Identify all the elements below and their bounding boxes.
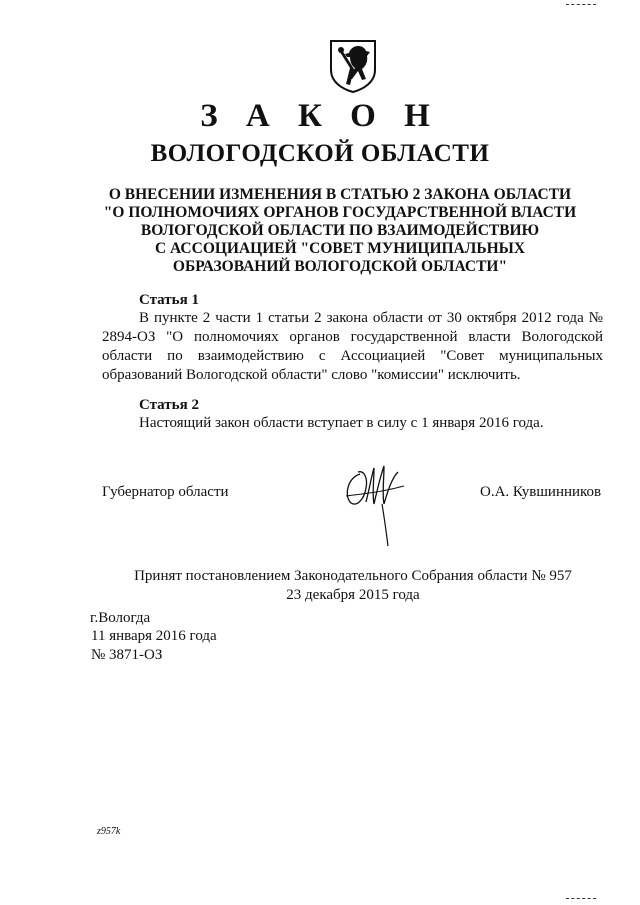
adoption-date: 23 декабря 2015 года: [286, 587, 420, 603]
article-2-heading: Статья 2: [139, 397, 199, 413]
adoption-note: [0, 567, 640, 605]
scan-mark-top: [566, 4, 596, 6]
subject-line: ОБРАЗОВАНИЙ ВОЛОГОДСКОЙ ОБЛАСТИ": [172, 258, 508, 275]
subject-line: ВОЛОГОДСКОЙ ОБЛАСТИ ПО ВЗАИМОДЕЙСТВИЮ: [140, 222, 540, 239]
article-2-text: Настоящий закон области вступает в силу с 1 января 2016 года.: [139, 415, 544, 431]
subject-line: "О ПОЛНОМОЧИЯХ ОРГАНОВ ГОСУДАРСТВЕННОЙ ВЛАСТИ: [103, 204, 577, 221]
article-1-heading: Статья 1: [139, 292, 199, 308]
governor-title: Губернатор области: [102, 484, 229, 500]
governor-name: О.А. Кувшинников: [480, 484, 602, 500]
law-number: № 3871-ОЗ: [91, 647, 163, 663]
article-1-text: В пункте 2 части 1 статьи 2 закона области от 30 октября 2012 года № 2894-ОЗ "О полномочиях органов государственной власти Вологодской области по взаимодействию с Ассоциацией "Совет муниципальных образований Вологодской области" слово "комиссии" исключить.: [102, 310, 603, 383]
region-title: ВОЛОГОДСКОЙ ОБЛАСТИ: [150, 140, 490, 167]
document-code: z957k: [97, 826, 121, 837]
subject-line: О ВНЕСЕНИИ ИЗМЕНЕНИЯ В СТАТЬЮ 2 ЗАКОНА ОБЛАСТИ: [108, 186, 572, 203]
document-type-title: З А К О Н: [200, 98, 440, 134]
signing-date: 11 января 2016 года: [91, 628, 217, 644]
scan-mark-bottom: [566, 898, 596, 900]
adoption-line: Принят постановлением Законодательного Собрания области № 957: [134, 568, 572, 584]
law-subject: [80, 186, 600, 276]
coat-of-arms-icon: [328, 38, 378, 94]
handwritten-signature: [338, 456, 416, 548]
subject-line: С АССОЦИАЦИЕЙ "СОВЕТ МУНИЦИПАЛЬНЫХ: [154, 240, 526, 257]
city: г.Вологда: [90, 610, 151, 626]
